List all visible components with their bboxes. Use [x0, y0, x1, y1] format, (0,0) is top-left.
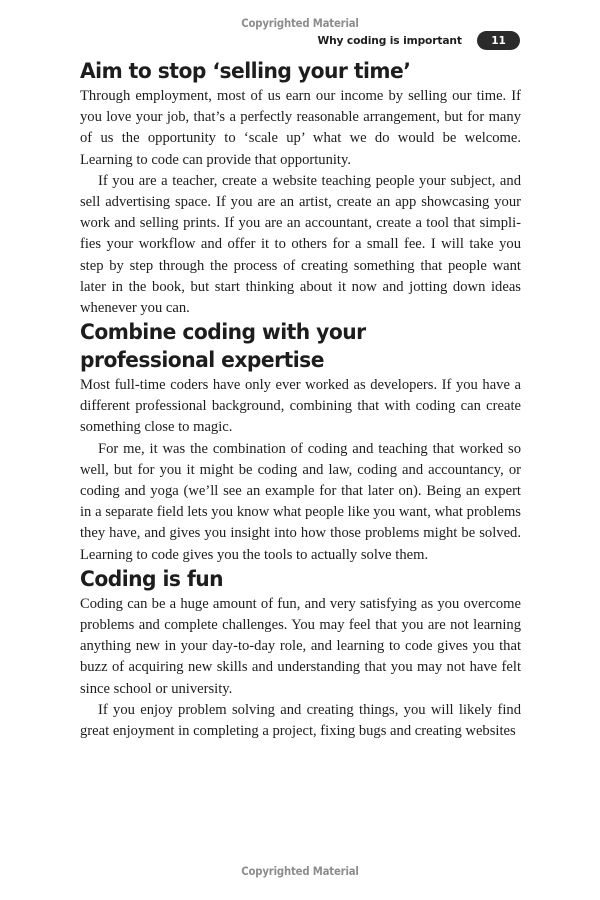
running-head	[313, 31, 520, 50]
paragraph-3-2: If you enjoy problem solving and creating things, you will likely find great enjoyment in completing a project, fixing bugs and creating websites	[80, 701, 521, 739]
paragraph-1-1: Through employment, most of us earn our income by selling our time. If you love your job, that’s a perfectly reasonable arrangement, but for many of us the opportunity to ‘scale up’ what we do would be welcome. Learning to code can provide that opportunity.	[80, 87, 521, 168]
copyright-watermark-bottom: Copyrighted Material	[241, 864, 359, 878]
section-heading-2: Combine coding with your professional expertise	[80, 320, 366, 373]
paragraph-2-2: For me, it was the combination of coding and teaching that worked so well, but for you it might be coding and law, coding and accountancy, or coding and yoga (we’ll see an example for that later on). Being an expert in a separate field lets you know what people like you want, what problems they have, and gives you insight into how those problems might be solved. Learning to code gives you the tools to actually solve them.	[80, 440, 521, 563]
paragraph-2-1: Most full-time coders have only ever worked as developers. If you have a different professional background, combining that with coding can create something close to magic.	[80, 377, 521, 436]
paragraph-3-1: Coding can be a huge amount of fun, and very satisfying as you overcome problems and complete challenges. You may feel that you are not learning anything new in your day-to-day role, and learning to code gives you that buzz of acquiring new skills and understanding that you may not have felt since school or university.	[80, 595, 521, 697]
copyright-watermark-top: Copyrighted Material	[241, 16, 359, 30]
chapter-title: Why coding is important	[317, 34, 462, 47]
section-heading-3: Coding is fun	[80, 566, 224, 591]
page-number-badge: 11	[477, 31, 520, 50]
section-heading-1: Aim to stop ‘selling your time’	[80, 59, 411, 83]
page-content	[80, 58, 521, 742]
paragraph-1-2: If you are a teacher, create a website teaching people your subject, and sell advertising space. If you are an artist, create an app showcasing your work and selling prints. If you are an accountant, create a tool that simplifies your workflow and offer it to others for a small fee. I will take you step by step through the process of creating something that people want later in the book, but start thinking about it now and jotting down ideas whenever you can.	[80, 172, 521, 316]
